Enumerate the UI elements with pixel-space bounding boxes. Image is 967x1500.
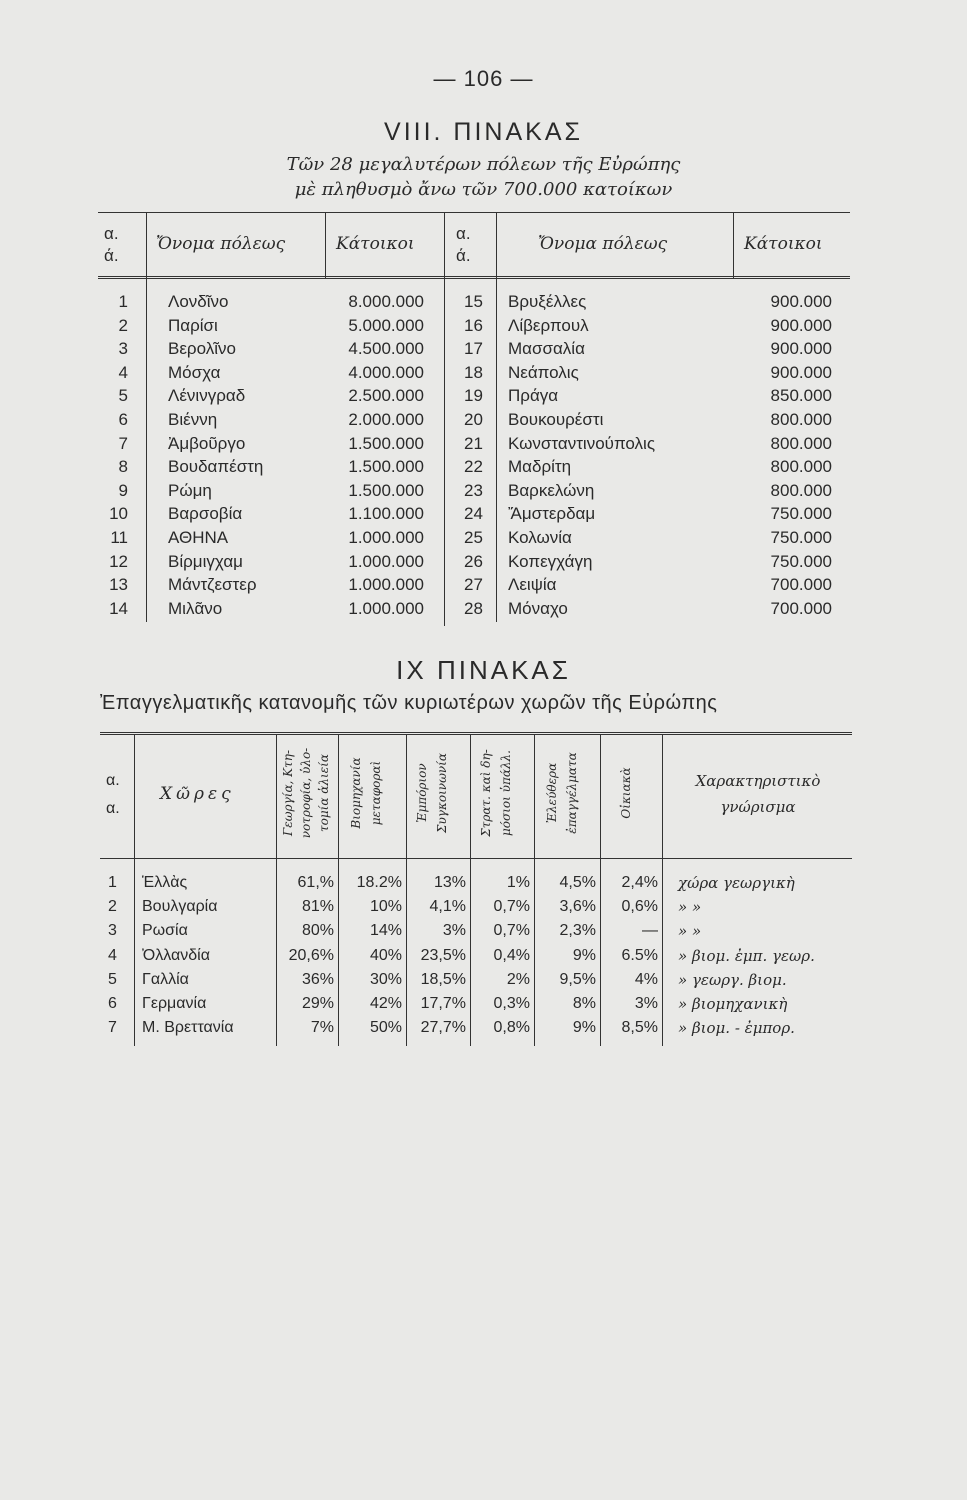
table8-row-number: 1 <box>118 292 128 311</box>
table8-header-rule-2 <box>98 278 850 279</box>
table9-header-professions-l2: ἐπαγγέλματα <box>565 752 579 834</box>
table9-cell-domestic: 0,6% <box>621 898 658 915</box>
table8-row-number: 25 <box>464 528 483 547</box>
table9-cell-professions: 9,5% <box>559 971 596 988</box>
table8-row-population: 5.000.000 <box>348 316 424 335</box>
table8-row-city: Λειψία <box>508 575 557 594</box>
table9-cell-military: 2% <box>506 971 530 988</box>
table9-row-number: 6 <box>108 995 117 1012</box>
table9-row-country: Ρωσία <box>142 922 188 939</box>
table9-row-country: Ἑλλὰς <box>142 874 188 891</box>
table9-header-industry-l2: μεταφοραὶ <box>369 760 383 826</box>
table8-row-number: 8 <box>118 457 128 476</box>
table8-row-number: 13 <box>109 575 128 594</box>
table8-row-number: 19 <box>464 386 483 405</box>
table9-header-industry-l1: Βιομηχανία <box>349 757 363 829</box>
table8-row-number: 21 <box>464 434 483 453</box>
table8-title: VIII. ΠΙΝΑΚΑΣ <box>384 118 583 146</box>
table8-row-number: 2 <box>118 316 128 335</box>
table8-row-city: Λονδῖνο <box>168 292 229 311</box>
table8-row-population: 900.000 <box>770 339 832 358</box>
table9-cell-military: 0,7% <box>493 898 530 915</box>
table9-row-country: Γερμανία <box>142 995 207 1012</box>
table8-row-city: Μόναχο <box>508 599 568 618</box>
table8-row-population: 1.000.000 <box>348 599 424 618</box>
table8-row-city: Νεάπολις <box>508 363 579 382</box>
table8-row-population: 800.000 <box>770 410 832 429</box>
table9-row-number: 3 <box>108 922 117 939</box>
table8-row-population: 750.000 <box>770 528 832 547</box>
table8-row-population: 4.000.000 <box>348 363 424 382</box>
table9-cell-industry: 50% <box>369 1019 402 1036</box>
table8-divider <box>146 212 147 622</box>
table8-row-number: 9 <box>118 481 128 500</box>
table8-row-city: Κωνσταντινούπολις <box>508 434 656 453</box>
table9-row-number: 2 <box>108 898 117 915</box>
table8-row-population: 1.500.000 <box>348 434 424 453</box>
table8-row-population: 800.000 <box>770 481 832 500</box>
table9-row-number: 7 <box>108 1019 117 1036</box>
table9-cell-industry: 14% <box>369 922 402 939</box>
table9-top-rule <box>100 732 852 733</box>
table8-row-population: 900.000 <box>770 316 832 335</box>
table8-row-city: Μάντζεστερ <box>168 575 257 594</box>
table8-divider <box>444 212 445 626</box>
table8-row-number: 22 <box>464 457 483 476</box>
table9-cell-commerce: 27,7% <box>420 1019 466 1036</box>
table8-row-city: Βαρσοβία <box>168 504 243 523</box>
table9-cell-characteristic: » βιομ. - ἐμπορ. <box>678 1019 795 1037</box>
table9-cell-commerce: 17,7% <box>420 995 466 1012</box>
table9-row-number: 4 <box>108 947 117 964</box>
table9-cell-industry: 18.2% <box>356 874 402 891</box>
table9-cell-commerce: 13% <box>433 874 466 891</box>
table8-row-population: 800.000 <box>770 434 832 453</box>
table9-cell-characteristic: χώρα γεωργικὴ <box>678 874 795 892</box>
table9-row-country: Βουλγαρία <box>142 898 218 915</box>
table9-header-domestic: Οἰκιακὰ <box>619 767 633 819</box>
table8-header-no-bottom: ά. <box>104 246 119 265</box>
table8-row-city: Ἀμβοῦργο <box>168 434 246 453</box>
table8-row-city: Ἄμστερδαμ <box>508 504 596 523</box>
table9-header-commerce-l2: Συγκοινωνία <box>435 753 449 833</box>
table9-cell-characteristic: » » <box>678 922 702 940</box>
table8-row-city: Βίρμιγχαμ <box>168 552 243 571</box>
table8-row-population: 700.000 <box>770 575 832 594</box>
table9-row-country: Ὀλλανδία <box>142 947 210 964</box>
table8-row-number: 28 <box>464 599 483 618</box>
table8-row-population: 8.000.000 <box>348 292 424 311</box>
table8-row-city: Βουκουρέστι <box>508 410 604 429</box>
table9-cell-commerce: 3% <box>442 922 466 939</box>
table8-row-number: 4 <box>118 363 128 382</box>
table8-row-city: Λίβερπουλ <box>508 316 589 335</box>
table9-header-agriculture-l3: τομία ἁλιεία <box>317 754 331 832</box>
table9-header-military-l2: μόσιοι ὑπάλλ. <box>499 750 513 836</box>
table8-row-number: 17 <box>464 339 483 358</box>
table8-header-city: Ὄνομα πόλεως <box>156 234 286 254</box>
table8-row-city: Βουδαπέστη <box>168 457 264 476</box>
table9-cell-agriculture: 81% <box>301 898 334 915</box>
table9-cell-agriculture: 36% <box>301 971 334 988</box>
table8-row-population: 800.000 <box>770 457 832 476</box>
table9-header-rule <box>100 858 852 859</box>
table8-divider <box>733 212 734 278</box>
table9-cell-characteristic: » » <box>678 898 702 916</box>
table8-subtitle-line1: Τῶν 28 μεγαλυτέρων πόλεων τῆς Εὐρώπης <box>286 154 681 175</box>
table9-cell-agriculture: 61,% <box>297 874 334 891</box>
table9-cell-industry: 42% <box>369 995 402 1012</box>
table8-header-population: Κάτοικοι <box>336 234 415 254</box>
table8-row-population: 1.000.000 <box>348 552 424 571</box>
table9-header-agriculture-l2: νοτροφία, ὑλο- <box>299 747 313 839</box>
table8-row-number: 23 <box>464 481 483 500</box>
table8-row-number: 24 <box>464 504 483 523</box>
table9-cell-characteristic: » γεωργ. βιομ. <box>678 971 787 989</box>
table8-row-city: Μασσαλία <box>508 339 585 358</box>
table8-header-rule <box>98 276 850 277</box>
table8-row-population: 2.500.000 <box>348 386 424 405</box>
table8-divider <box>325 212 326 278</box>
table9-subtitle: Ἐπαγγελματικῆς κατανομῆς τῶν κυριωτέρων χωρῶν τῆς Εὐρώπης <box>100 692 718 714</box>
table9-cell-professions: 4,5% <box>559 874 596 891</box>
table9-header-agriculture-l1: Γεωργία, Κτη- <box>281 749 295 837</box>
table8-row-number: 26 <box>464 552 483 571</box>
table9-top-rule-2 <box>100 734 852 735</box>
table9-cell-commerce: 23,5% <box>420 947 466 964</box>
table9-cell-agriculture: 20,6% <box>288 947 334 964</box>
table9-cell-industry: 40% <box>369 947 402 964</box>
table8-row-population: 850.000 <box>770 386 832 405</box>
table9-cell-industry: 10% <box>369 898 402 915</box>
table8-header-no-bottom-right: ά. <box>456 246 471 265</box>
table9-cell-professions: 8% <box>572 995 596 1012</box>
table8-row-number: 6 <box>118 410 128 429</box>
table8-row-number: 27 <box>464 575 483 594</box>
table9-cell-domestic: — <box>642 922 658 939</box>
table8-row-population: 4.500.000 <box>348 339 424 358</box>
table9-cell-military: 0,8% <box>493 1019 530 1036</box>
table9-cell-professions: 9% <box>572 1019 596 1036</box>
table9-cell-professions: 2,3% <box>559 922 596 939</box>
table8-row-number: 3 <box>118 339 128 358</box>
table9-row-number: 1 <box>108 874 117 891</box>
table8-row-city: Κοπεγχάγη <box>508 552 593 571</box>
table8-row-number: 15 <box>464 292 483 311</box>
table8-row-population: 900.000 <box>770 292 832 311</box>
table9-header-characteristic-l2: γνώρισμα <box>720 798 796 816</box>
table9-cell-characteristic: » βιομ. ἐμπ. γεωρ. <box>678 947 815 965</box>
table8-row-number: 12 <box>109 552 128 571</box>
table8-row-city: Μιλᾶνο <box>168 599 223 618</box>
table8-subtitle-line2: μὲ πληθυσμὸ ἄνω τῶν 700.000 κατοίκων <box>294 179 673 200</box>
table9-cell-domestic: 8,5% <box>621 1019 658 1036</box>
table8-row-population: 1.500.000 <box>348 481 424 500</box>
table9-cell-domestic: 3% <box>634 995 658 1012</box>
table9-header-no-bottom: α. <box>106 800 120 817</box>
table9-row-number: 5 <box>108 971 117 988</box>
table9-cell-professions: 9% <box>572 947 596 964</box>
table9-header-no-top: α. <box>106 772 120 789</box>
table8-top-rule <box>98 212 850 213</box>
table8-row-number: 5 <box>118 386 128 405</box>
table9-cell-military: 0,7% <box>493 922 530 939</box>
table8-row-population: 700.000 <box>770 599 832 618</box>
table8-row-city: Βερολῖνο <box>168 339 236 358</box>
table8-row-city: Πράγα <box>508 386 559 405</box>
table9-cell-military: 0,3% <box>493 995 530 1012</box>
table9-cell-professions: 3,6% <box>559 898 596 915</box>
table8-header-city-right: Ὄνομα πόλεως <box>538 234 668 254</box>
table8-row-population: 900.000 <box>770 363 832 382</box>
table9-cell-domestic: 2,4% <box>621 874 658 891</box>
table8-row-number: 18 <box>464 363 483 382</box>
table8-row-number: 7 <box>118 434 128 453</box>
table9-cell-commerce: 18,5% <box>420 971 466 988</box>
table9-title: IX ΠΙΝΑΚΑΣ <box>396 655 571 685</box>
table8-header-no-top: α. <box>104 224 119 243</box>
table8-row-number: 11 <box>110 528 128 547</box>
table9-cell-domestic: 6.5% <box>621 947 658 964</box>
table8-row-city: Λένινγραδ <box>168 386 246 405</box>
table8-divider <box>496 212 497 622</box>
table8-header-no-top-right: α. <box>456 224 471 243</box>
table8-row-city: ΑΘΗΝΑ <box>168 528 229 547</box>
table8-row-population: 1.100.000 <box>348 504 424 523</box>
table8-row-number: 16 <box>464 316 483 335</box>
table9-cell-commerce: 4,1% <box>429 898 466 915</box>
table8-row-city: Βαρκελώνη <box>508 481 595 500</box>
table8-row-population: 750.000 <box>770 552 832 571</box>
table8-row-city: Κολωνία <box>508 528 572 547</box>
table8-row-population: 1.500.000 <box>348 457 424 476</box>
table8-row-population: 750.000 <box>770 504 832 523</box>
table9-header-military-l1: Στρατ. καὶ δη- <box>479 749 493 837</box>
table8-row-city: Ρώμη <box>168 481 212 500</box>
table8-row-city: Μαδρίτη <box>508 457 572 476</box>
table9-cell-agriculture: 7% <box>310 1019 334 1036</box>
table9-divider <box>134 734 135 1046</box>
table9-cell-military: 1% <box>506 874 530 891</box>
table9-header-countries: Χῶρες <box>160 784 235 804</box>
table9-cell-industry: 30% <box>369 971 402 988</box>
table8-row-number: 10 <box>109 504 128 523</box>
table8-header-population-right: Κάτοικοι <box>744 234 823 254</box>
table9-cell-agriculture: 80% <box>301 922 334 939</box>
table9-header-commerce-l1: Ἐμπόριον <box>415 763 429 823</box>
table8-row-city: Παρίσι <box>168 316 218 335</box>
page-number: — 106 — <box>433 66 534 91</box>
table8-row-population: 1.000.000 <box>348 575 424 594</box>
table8-row-number: 20 <box>464 410 483 429</box>
table9-divider <box>662 734 663 1046</box>
table9-header-characteristic-l1: Χαρακτηριστικὸ <box>695 772 821 790</box>
table9-cell-military: 0,4% <box>493 947 530 964</box>
table9-cell-characteristic: » βιομηχανικὴ <box>678 995 788 1013</box>
table8-row-city: Βιέννη <box>168 410 218 429</box>
table9-row-country: Μ. Βρεττανία <box>142 1019 234 1036</box>
table9-cell-domestic: 4% <box>634 971 658 988</box>
table8-row-city: Μόσχα <box>168 363 221 382</box>
table9-header-professions-l1: Ἐλεύθερα <box>545 762 559 824</box>
table8-row-city: Βρυξέλλες <box>508 292 587 311</box>
table9-cell-agriculture: 29% <box>301 995 334 1012</box>
table9-row-country: Γαλλία <box>142 971 189 988</box>
table8-row-population: 1.000.000 <box>348 528 424 547</box>
table8-row-number: 14 <box>109 599 128 618</box>
table8-row-population: 2.000.000 <box>348 410 424 429</box>
